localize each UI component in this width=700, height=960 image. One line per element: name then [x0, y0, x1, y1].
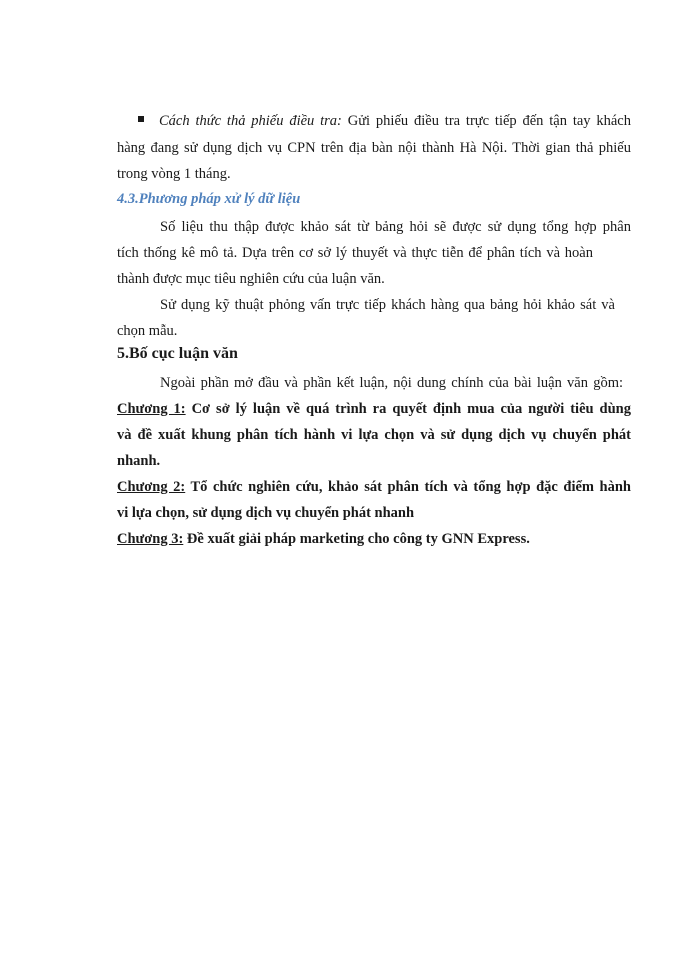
- chapter-2-line-1-text: Tổ chức nghiên cứu, khảo sát phân tích và tổng hợp đặc điểm hành: [185, 479, 631, 495]
- section-4-3-p2-line-2: chọn mẫu.: [117, 323, 178, 339]
- bullet-square-icon: [138, 116, 144, 122]
- chapter-1-line-1: [117, 400, 631, 418]
- section-4-3-p1-line-2: tích thống kê mô tả. Dựa trên cơ sở lý thuyết và thực tiễn để phân tích và hoàn: [117, 245, 593, 261]
- chapter-2-label: Chương 2:: [117, 479, 186, 495]
- chapter-2-line-2: vi lựa chọn, sử dụng dịch vụ chuyển phát nhanh: [117, 505, 415, 521]
- chapter-1-line-1-text: Cơ sở lý luận về quá trình ra quyết định mua của người tiêu dùng: [185, 401, 631, 417]
- section-5-intro: Ngoài phần mở đầu và phần kết luận, nội dung chính của bài luận văn gồm:: [160, 375, 623, 391]
- bullet-line-1-text: Gửi phiếu điều tra trực tiếp đến tận tay khách: [341, 113, 631, 129]
- chapter-1-line-2: và đề xuất khung phân tích hành vi lựa chọn và sử dụng dịch vụ chuyển phát: [117, 427, 631, 443]
- section-4-3-heading: 4.3.Phương pháp xử lý dữ liệu: [117, 191, 301, 207]
- chapter-1-label: Chương 1:: [117, 401, 186, 417]
- bullet-line-1: [159, 112, 631, 130]
- bullet-line-2: hàng đang sử dụng dịch vụ CPN trên địa bàn nội thành Hà Nội. Thời gian thả phiếu: [117, 140, 631, 156]
- chapter-3-line-1-text: Đề xuất giải pháp marketing cho công ty GNN Express.: [183, 531, 530, 547]
- chapter-2-line-1: [117, 478, 631, 496]
- chapter-3-line-1: [117, 530, 530, 548]
- chapter-3-label: Chương 3:: [117, 531, 184, 547]
- bullet-label: Cách thức thả phiếu điều tra:: [159, 113, 342, 129]
- section-4-3-p1-line-3: thành được mục tiêu nghiên cứu của luận văn.: [117, 271, 385, 287]
- section-4-3-p1-line-1: Số liệu thu thập được khảo sát từ bảng hỏi sẽ được sử dụng tổng hợp phân: [160, 219, 631, 235]
- section-4-3-p2-line-1: Sử dụng kỹ thuật phỏng vấn trực tiếp khách hàng qua bảng hỏi khảo sát và: [160, 297, 615, 313]
- bullet-line-3: trong vòng 1 tháng.: [117, 166, 231, 182]
- section-5-heading: 5.Bố cục luận văn: [117, 345, 238, 362]
- chapter-1-line-3: nhanh.: [117, 453, 161, 469]
